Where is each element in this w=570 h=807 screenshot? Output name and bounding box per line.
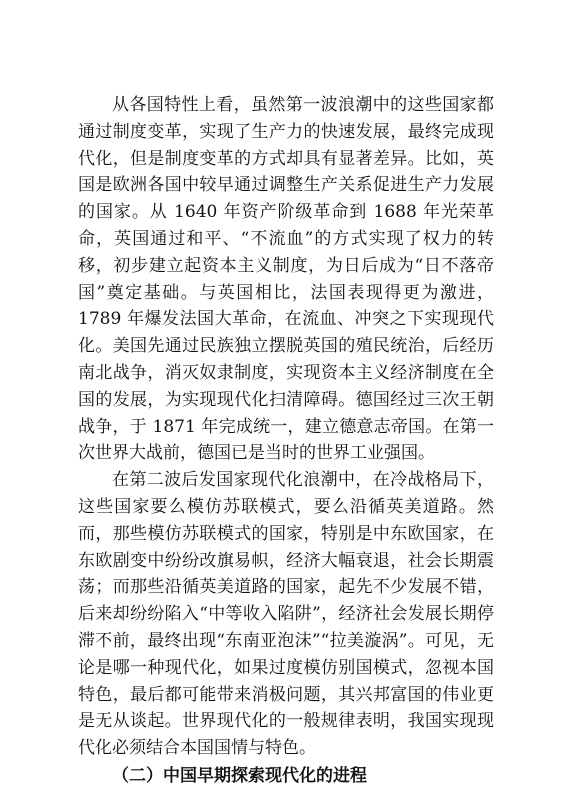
document-body — [78, 92, 494, 790]
paragraph-second-wave: 在第二波后发国家现代化浪潮中，在冷战格局下，这些国家要么模仿苏联模式，要么沿循英美道路。然而，那些模仿苏联模式的国家，特别是中东欧国家，在东欧剧变中纷纷改旗易帜，经济大幅衰退，社会长期震荡；而那些沿循英美道路的国家，起先不少发展不错，后来却纷纷陷入“中等收入陷阱”，经济社会发展长期停滞不前，最终出现“东南亚泡沫”“拉美漩涡”。可见，无论是哪一种现代化，如果过度模仿别国模式，忽视本国特色，最后都可能带来消极问题，其兴邦富国的伟业更是无从谈起。世界现代化的一般规律表明，我国实现现代化必须结合本国国情与特色。 — [78, 470, 494, 759]
paragraph-first-wave: 从各国特性上看，虽然第一波浪潮中的这些国家都通过制度变革，实现了生产力的快速发展，最终完成现代化，但是制度变革的方式却具有显著差异。比如，英国是欧洲各国中较早通过调整生产关系促进生产力发展的国家。从 1640 年资产阶级革命到 1688 年光荣革命，英国通过和平、“不流血”的方式实现了权力的转移，初步建立起资本主义制度，为日后成为“日不落帝国”奠定基础。与英国相比，法国表现得更为激进，1789 年爆发法国大革命，在流血、冲突之下实现现代化。美国先通过民族独立摆脱英国的殖民统治，后经历南北战争，消灭奴隶制度，实现资本主义经济制度在全国的发展，为实现现代化扫清障碍。德国经过三次王朝战争，于 1871 年完成统一，建立德意志帝国。在第一次世界大战前，德国已是当时的世界工业强国。 — [78, 95, 494, 464]
section-heading: （二）中国早期探索现代化的进程 — [112, 765, 367, 786]
